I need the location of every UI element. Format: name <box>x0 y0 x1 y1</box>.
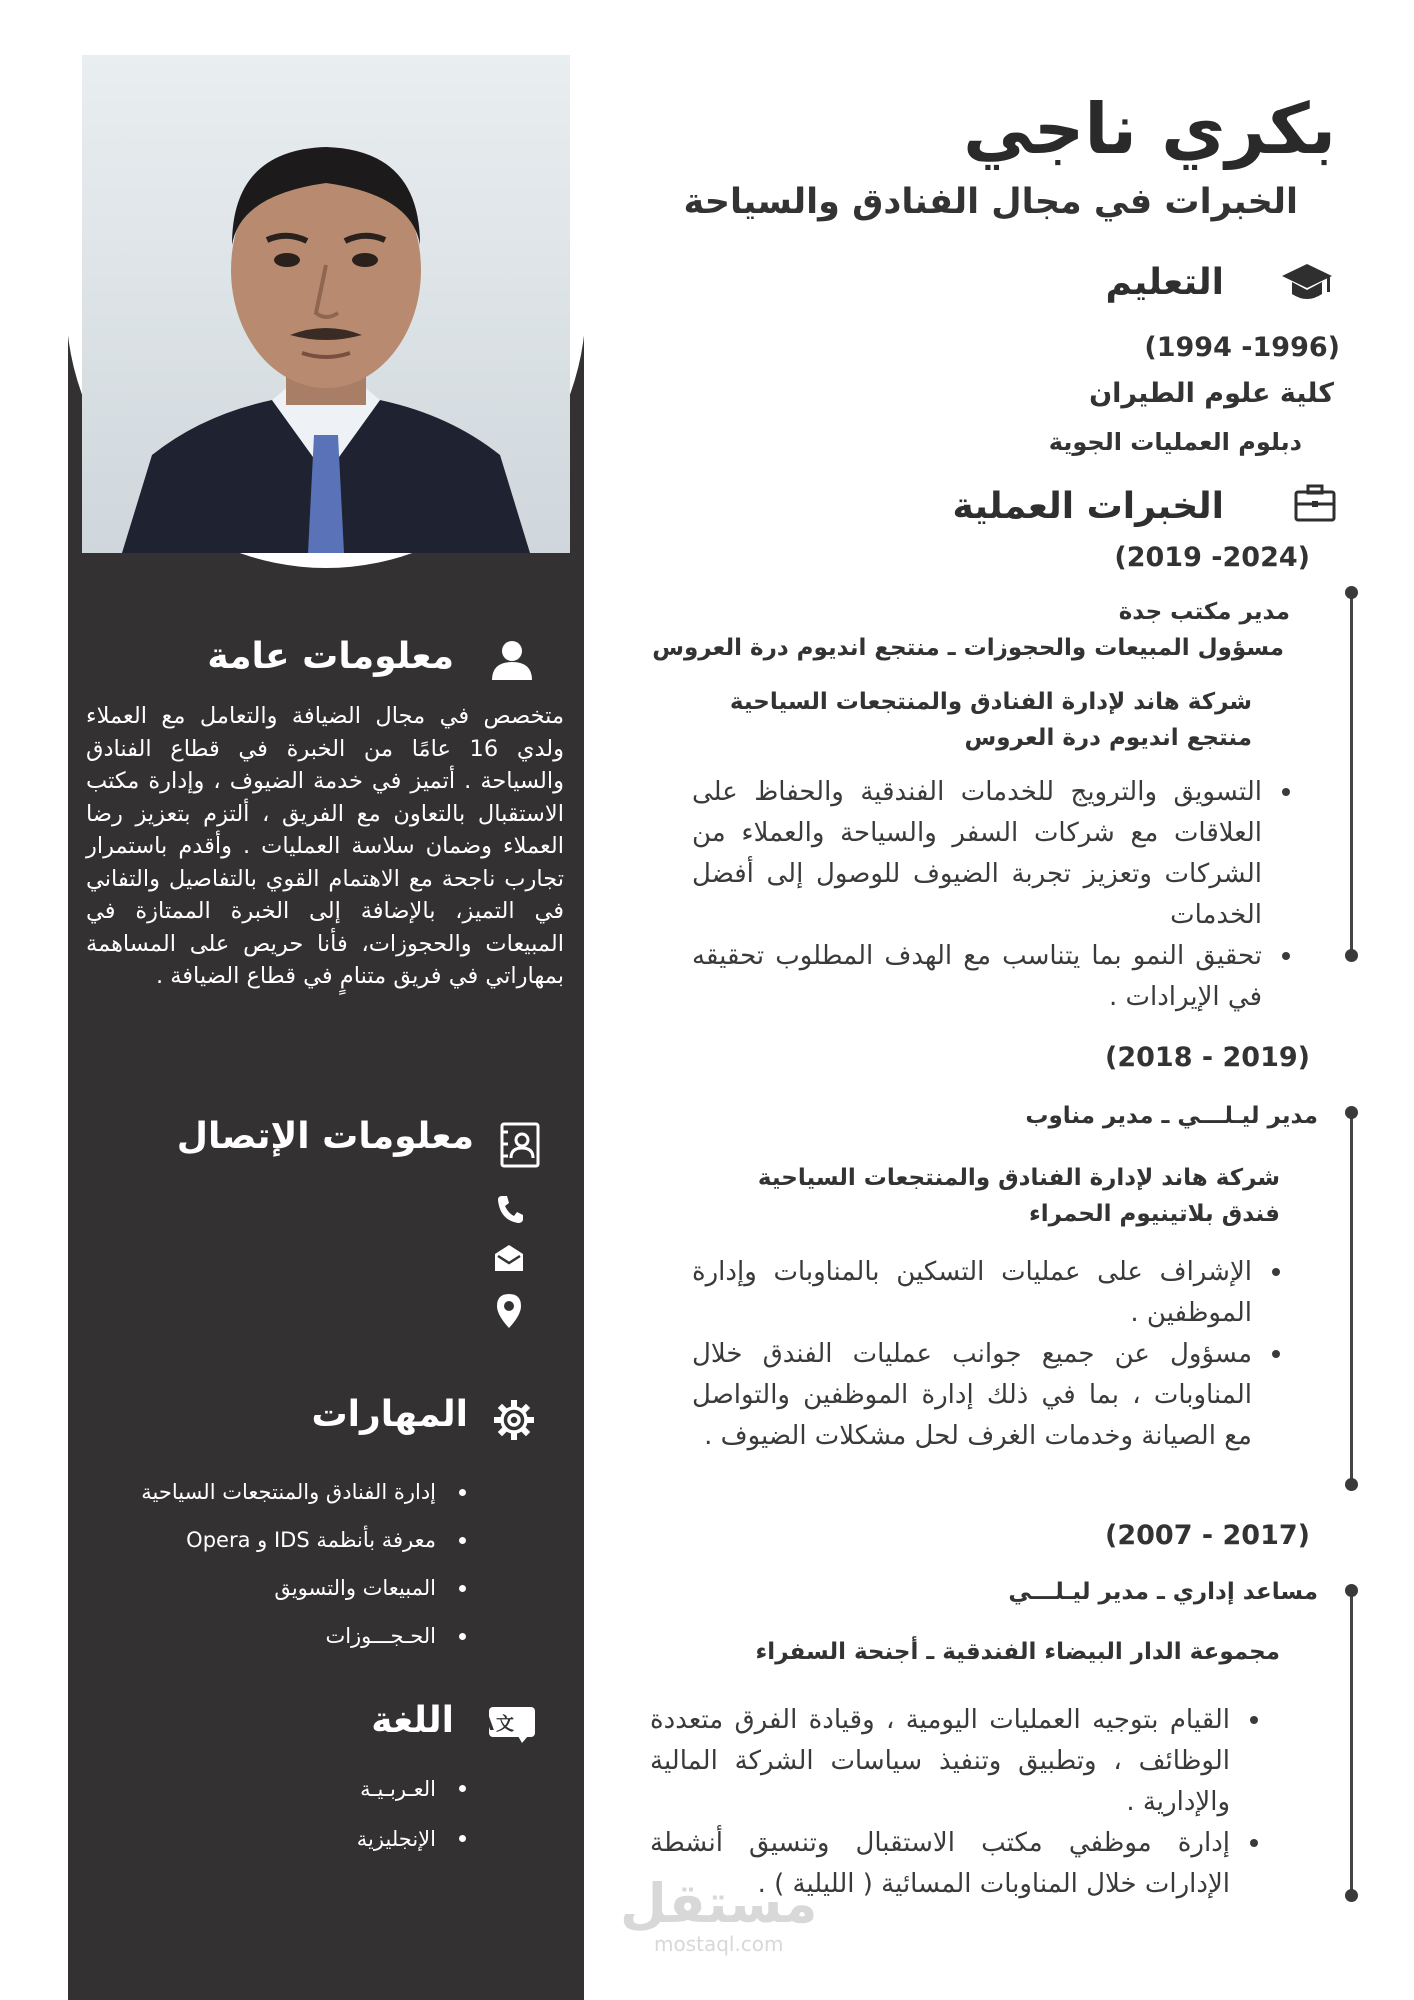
duty-item: تحقيق النمو بما يتناسب مع الهدف المطلوب تحقيقه في الإيرادات . <box>692 936 1292 1018</box>
translate-icon <box>478 1706 536 1748</box>
skills-heading: المهارات <box>311 1394 468 1435</box>
job-1-company: شركة هاند لإدارة الفنادق والمنتجعات السياحية <box>729 689 1252 715</box>
watermark-logo <box>620 1872 818 1956</box>
phone-icon[interactable] <box>496 1194 524 1230</box>
envelope-icon[interactable] <box>494 1244 524 1278</box>
person-name: بكري ناجي <box>963 88 1336 170</box>
graduation-cap-icon <box>1280 262 1334 310</box>
job-2-company: شركة هاند لإدارة الفنادق والمنتجعات السياحية <box>757 1165 1280 1191</box>
job-2-company-branch: فندق بلاتينيوم الحمراء <box>1029 1201 1280 1227</box>
skills-list <box>141 1468 466 1660</box>
experience-heading: الخبرات العملية <box>952 486 1224 527</box>
job-2-role: مدير ليـلـــي ـ مدير مناوب <box>1025 1103 1318 1129</box>
job-3-years: (2017 - 2007) <box>1104 1520 1310 1551</box>
watermark-arabic: مستقل <box>620 1872 818 1935</box>
duty-item: التسويق والترويج للخدمات الفندقية والحفاظ على العلاقات مع شركات السفر والسياحة والعملاء من الشركات وتعزيز تجربة الضيوف للوصول إلى أفضل الخدمات <box>692 772 1292 936</box>
profile-photo <box>82 55 570 553</box>
general-info-heading: معلومات عامة <box>207 636 454 677</box>
watermark-latin: mostaql.com <box>653 1932 784 1956</box>
general-info-text: متخصص في مجال الضيافة والتعامل مع العملاء ولدي 16 عامًا من الخبرة في قطاع الفنادق والسياحة . أتميز في خدمة الضيوف ، وإدارة مكتب الاستقبال بالتعاون مع الفريق ، ألتزم بتعزيز رضا العملاء وضمان سلاسة العمليات . وأقدم باستمرار تجارب ناجحة مع الاهتمام القوي بالتفاصيل والتفاني في التميز، بالإضافة إلى الخبرة الممتازة في المبيعات والحجوزات، فأنا حريص على المساهمة بمهاراتي في فريق متنامٍ في قطاع الضيافة . <box>86 703 564 989</box>
svg-text:文: 文 <box>496 1714 514 1735</box>
timeline-dot <box>1345 949 1358 962</box>
job-3-role: مساعد إداري ـ مدير ليـلـــي <box>1008 1579 1318 1605</box>
timeline-line-1 <box>1350 592 1353 955</box>
duty-item: القيام بتوجيه العمليات اليومية ، وقيادة الفرق متعددة الوظائف ، وتطبيق وتنفيذ سياسات الشركة المالية والإدارية . <box>650 1700 1260 1823</box>
language-item: العـربـيـة <box>357 1764 466 1814</box>
skill-item: معرفة بأنظمة IDS و Opera <box>141 1516 466 1564</box>
job-1-role: مدير مكتب جدة <box>1118 599 1290 625</box>
job-1-role-detail: مسؤول المبيعات والحجوزات ـ منتجع انديوم درة العروس <box>652 635 1284 661</box>
education-institution: كلية علوم الطيران <box>1089 378 1334 409</box>
contact-heading: معلومات الإتصال <box>176 1116 474 1157</box>
education-heading: التعليم <box>1105 262 1224 303</box>
job-subtitle: الخبرات في مجال الفنادق والسياحة <box>683 182 1298 222</box>
language-heading: اللغة <box>371 1700 454 1741</box>
briefcase-icon <box>1294 484 1336 526</box>
timeline-line-3 <box>1350 1590 1353 1895</box>
skill-item: إدارة الفنادق والمنتجعات السياحية <box>141 1468 466 1516</box>
timeline-dot <box>1345 586 1358 599</box>
timeline-dot <box>1345 1478 1358 1491</box>
user-icon <box>490 640 534 684</box>
duty-item: مسؤول عن جميع جوانب عمليات الفندق خلال المناوبات ، بما في ذلك إدارة الموظفين والتواصل مع الصيانة وخدمات الغرف لحل مشكلات الضيوف . <box>692 1334 1282 1457</box>
job-1-duties <box>692 772 1292 1018</box>
duty-item: الإشراف على عمليات التسكين بالمناوبات وإدارة الموظفين . <box>692 1252 1282 1334</box>
job-2-duties <box>692 1252 1282 1457</box>
education-degree: دبلوم العمليات الجوية <box>1048 428 1302 456</box>
gear-icon <box>492 1398 536 1446</box>
location-pin-icon[interactable] <box>496 1293 522 1335</box>
timeline-line-2 <box>1350 1112 1353 1484</box>
job-1-years: (2024- 2019) <box>1114 542 1310 573</box>
timeline-dot <box>1345 1106 1358 1119</box>
skill-item: الحـجـــوزات <box>141 1612 466 1660</box>
timeline-dot <box>1345 1584 1358 1597</box>
job-3-company: مجموعة الدار البيضاء الفندقية ـ أجنحة السفراء <box>755 1639 1280 1665</box>
contact-card-icon <box>500 1122 540 1172</box>
language-item: الإنجليزية <box>357 1814 466 1864</box>
skill-item: المبيعات والتسويق <box>141 1564 466 1612</box>
job-1-company-branch: منتجع انديوم درة العروس <box>964 725 1252 751</box>
education-years: (1996- 1994) <box>1144 332 1340 363</box>
svg-text:A: A <box>478 1711 494 1735</box>
job-2-years: (2019 - 2018) <box>1104 1042 1310 1073</box>
duty-item: إدارة موظفي مكتب الاستقبال وتنسيق أنشطة الإدارات خلال المناوبات المسائية ( الليلية ) . <box>650 1823 1260 1905</box>
timeline-dot <box>1345 1889 1358 1902</box>
language-list <box>357 1764 466 1864</box>
